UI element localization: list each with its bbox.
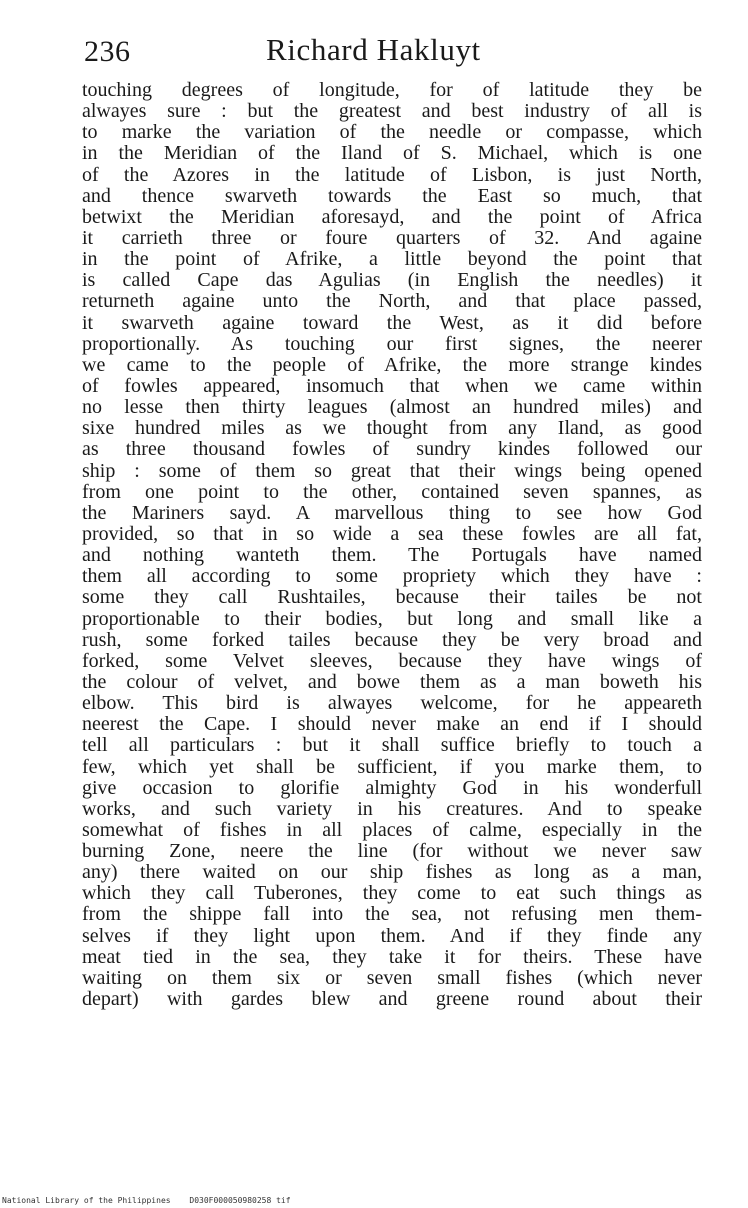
text-line: of fowles appeared, insomuch that when we came within <box>82 374 702 397</box>
text-line: it carrieth three or foure quarters of 32. And againe <box>82 226 702 249</box>
text-line: betwixt the Meridian aforesayd, and the point of Africa <box>82 205 702 228</box>
text-line: them all according to some propriety which they have : <box>82 565 702 588</box>
text-line: the Mariners sayd. A marvellous thing to see how God <box>82 501 702 524</box>
text-line: ship : some of them so great that their wings being opened <box>82 459 702 482</box>
text-line: no lesse then thirty leagues (almost an hundred miles) and <box>82 396 702 419</box>
text-line: forked, some Velvet sleeves, because they have wings of <box>82 649 702 672</box>
text-line: is called Cape das Agulias (in English the needles) it <box>82 269 702 292</box>
text-line: rush, some forked tailes because they be very broad and <box>82 628 702 651</box>
text-line: depart) with gardes blew and greene round about their <box>82 988 702 1011</box>
text-line: to marke the variation of the needle or compasse, which <box>82 121 702 144</box>
text-line: of the Azores in the latitude of Lisbon, is just North, <box>82 163 702 186</box>
text-line: any) there waited on our ship fishes as long as a man, <box>82 861 702 884</box>
text-line: elbow. This bird is alwayes welcome, for he appeareth <box>82 692 702 715</box>
text-line: works, and such variety in his creatures. And to speake <box>82 797 702 820</box>
text-line: provided, so that in so wide a sea these fowles are all fat, <box>82 522 702 545</box>
text-line: touching degrees of longitude, for of latitude they be <box>82 79 702 101</box>
page-number: 236 <box>84 35 131 68</box>
file-id: D030F000050980258 tif <box>189 1196 291 1205</box>
text-line: returneth againe unto the North, and that place passed, <box>82 290 702 313</box>
running-head-title: Richard Hakluyt <box>266 32 481 67</box>
text-line: in the point of Afrike, a little beyond the point that <box>82 248 702 271</box>
text-line: burning Zone, neere the line (for without we never saw <box>82 840 702 863</box>
text-line: neerest the Cape. I should never make an end if I should <box>82 713 702 736</box>
text-line: give occasion to glorifie almighty God in his wonderfull <box>82 776 702 799</box>
text-line: we came to the people of Afrike, the more strange kindes <box>82 353 702 376</box>
text-line: in the Meridian of the Iland of S. Michael, which is one <box>82 142 702 165</box>
text-line: tell all particulars : but it shall suffice briefly to touch a <box>82 734 702 757</box>
text-line: and nothing wanteth them. The Portugals have named <box>82 544 702 567</box>
text-line: from the shippe fall into the sea, not refusing men them- <box>82 903 702 926</box>
text-line: from one point to the other, contained seven spannes, as <box>82 480 702 503</box>
text-line: and thence swarveth towards the East so much, that <box>82 184 702 207</box>
text-line: few, which yet shall be sufficient, if you marke them, to <box>82 755 702 778</box>
body-text <box>82 80 702 1010</box>
text-line: it swarveth againe toward the West, as it did before <box>82 311 702 334</box>
text-line: sixe hundred miles as we thought from any Iland, as good <box>82 417 702 440</box>
text-line: selves if they light upon them. And if they finde any <box>82 924 702 947</box>
text-line: meat tied in the sea, they take it for theirs. These have <box>82 945 702 968</box>
page-header <box>84 28 704 72</box>
text-line: proportionally. As touching our first signes, the neerer <box>82 332 702 355</box>
library-name: National Library of the Philippines <box>2 1196 171 1205</box>
text-line: proportionable to their bodies, but long and small like a <box>82 607 702 630</box>
text-line: alwayes sure : but the greatest and best industry of all is <box>82 100 702 123</box>
text-line: which they call Tuberones, they come to eat such things as <box>82 882 702 905</box>
text-line: somewhat of fishes in all places of calme, especially in the <box>82 818 702 841</box>
scan-footer-stamp <box>2 1196 305 1206</box>
text-line: waiting on them six or seven small fishes (which never <box>82 966 702 989</box>
text-line: as three thousand fowles of sundry kindes followed our <box>82 438 702 461</box>
text-line: some they call Rushtailes, because their tailes be not <box>82 586 702 609</box>
text-line: the colour of velvet, and bowe them as a man boweth his <box>82 670 702 693</box>
